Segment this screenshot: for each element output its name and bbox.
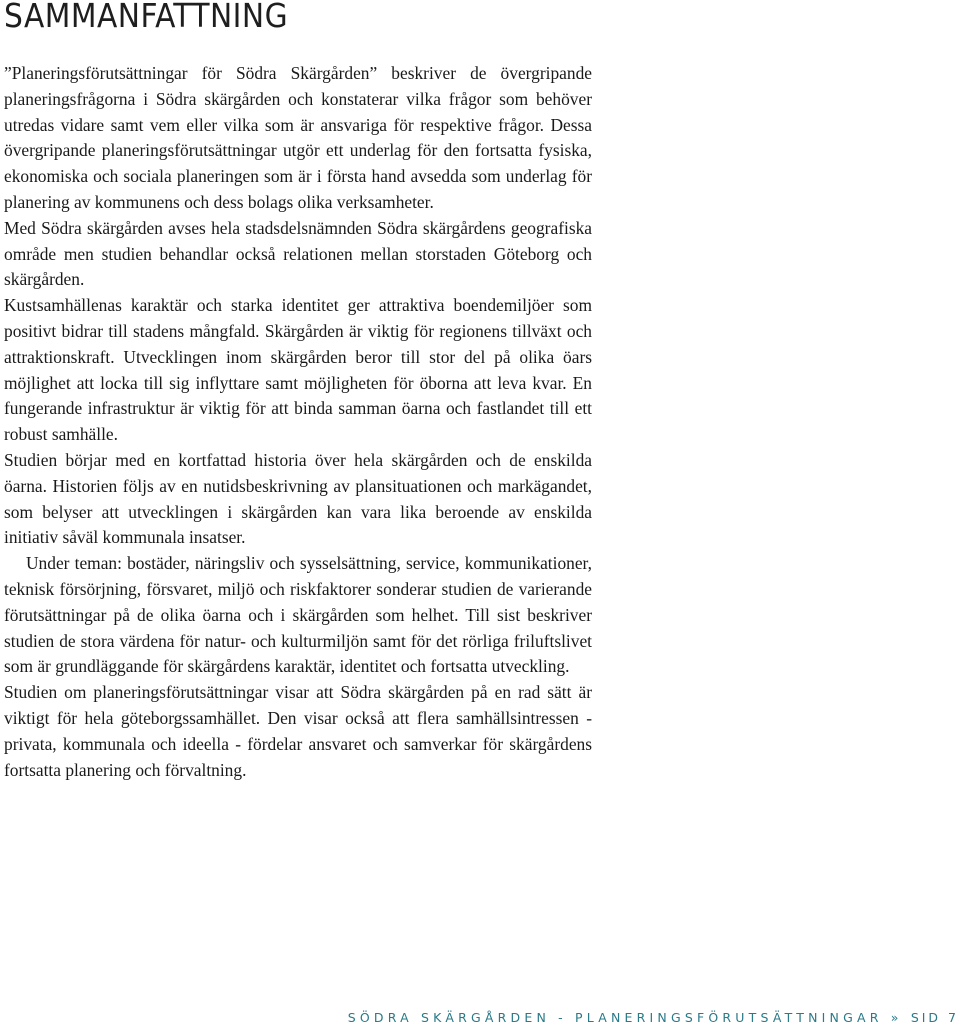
paragraph-coastal-communities: Kustsamhällenas karaktär och starka identitet ger attraktiva boendemiljöer som positivt bidrar till stadens mångfald. Skärgården är viktig för regionens tillväxt och attraktionskraft. Utvecklingen inom skärgården beror till stor del på olika öars möjlighet att locka till sig inflyttare samt möjligheten för öborna att leva kvar. En fungerande infrastruktur är viktig för att binda samman öarna och fastlandet till ett robust samhälle. (4, 295, 592, 445)
paragraph-intro: ”Planeringsförutsättningar för Södra Skärgården” beskriver de övergripande planeringsfrågorna i Södra skärgården och konstaterar vilka frågor som behöver utredas vidare samt vem eller vilka som är ansvariga för respektive frågor. Dessa övergripande planeringsförutsättningar utgör ett underlag för den fortsatta fysiska, ekonomiska och sociala planeringen som är i första hand avsedda som underlag för planering av kommunens och dess bolags olika verksamheter. (4, 63, 592, 212)
summary-body (4, 61, 592, 783)
paragraph-conclusion: Studien om planeringsförutsättningar visar att Södra skärgården på en rad sätt är viktigt för hela göteborgssamhället. Den visar också att flera samhällsintressen - privata, kommunala och ideella - fördelar ansvaret och samverkar för skärgårdens fortsatta planering och förvaltning. (4, 682, 592, 780)
paragraph-scope: Med Södra skärgården avses hela stadsdelsnämnden Södra skärgårdens geografiska område men studien behandlar också relationen mellan storstaden Göteborg och skärgården. (4, 217, 592, 290)
paragraph-themes: Under teman: bostäder, näringsliv och sysselsättning, service, kommunikationer, teknisk försörjning, försvaret, miljö och riskfaktorer sonderar studien de varierande förutsättningar på de olika öarna och i skärgården som helhet. Till sist beskriver studien de stora värdena för natur- och kulturmiljön samt för det rörliga friluftslivet som är grundläggande för skärgårdens karaktär, identitet och fortsatta utveckling. (4, 553, 592, 677)
page-heading: SAMMANFATTNING (4, 0, 289, 35)
footer-running-title: SÖDRA SKÄRGÅRDEN - PLANERINGSFÖRUTSÄTTNINGAR » (347, 1010, 903, 1025)
footer-page-number: SID 7 (910, 1010, 959, 1025)
page-footer (348, 1010, 959, 1026)
paragraph-history: Studien börjar med en kortfattad historia över hela skärgården och de enskilda öarna. Historien följs av en nutidsbeskrivning av plansituationen och markägandet, som belyser att utvecklingen i skärgården kan vara lika beroende av enskilda initiativ såväl kommunala insatser. (4, 449, 592, 548)
